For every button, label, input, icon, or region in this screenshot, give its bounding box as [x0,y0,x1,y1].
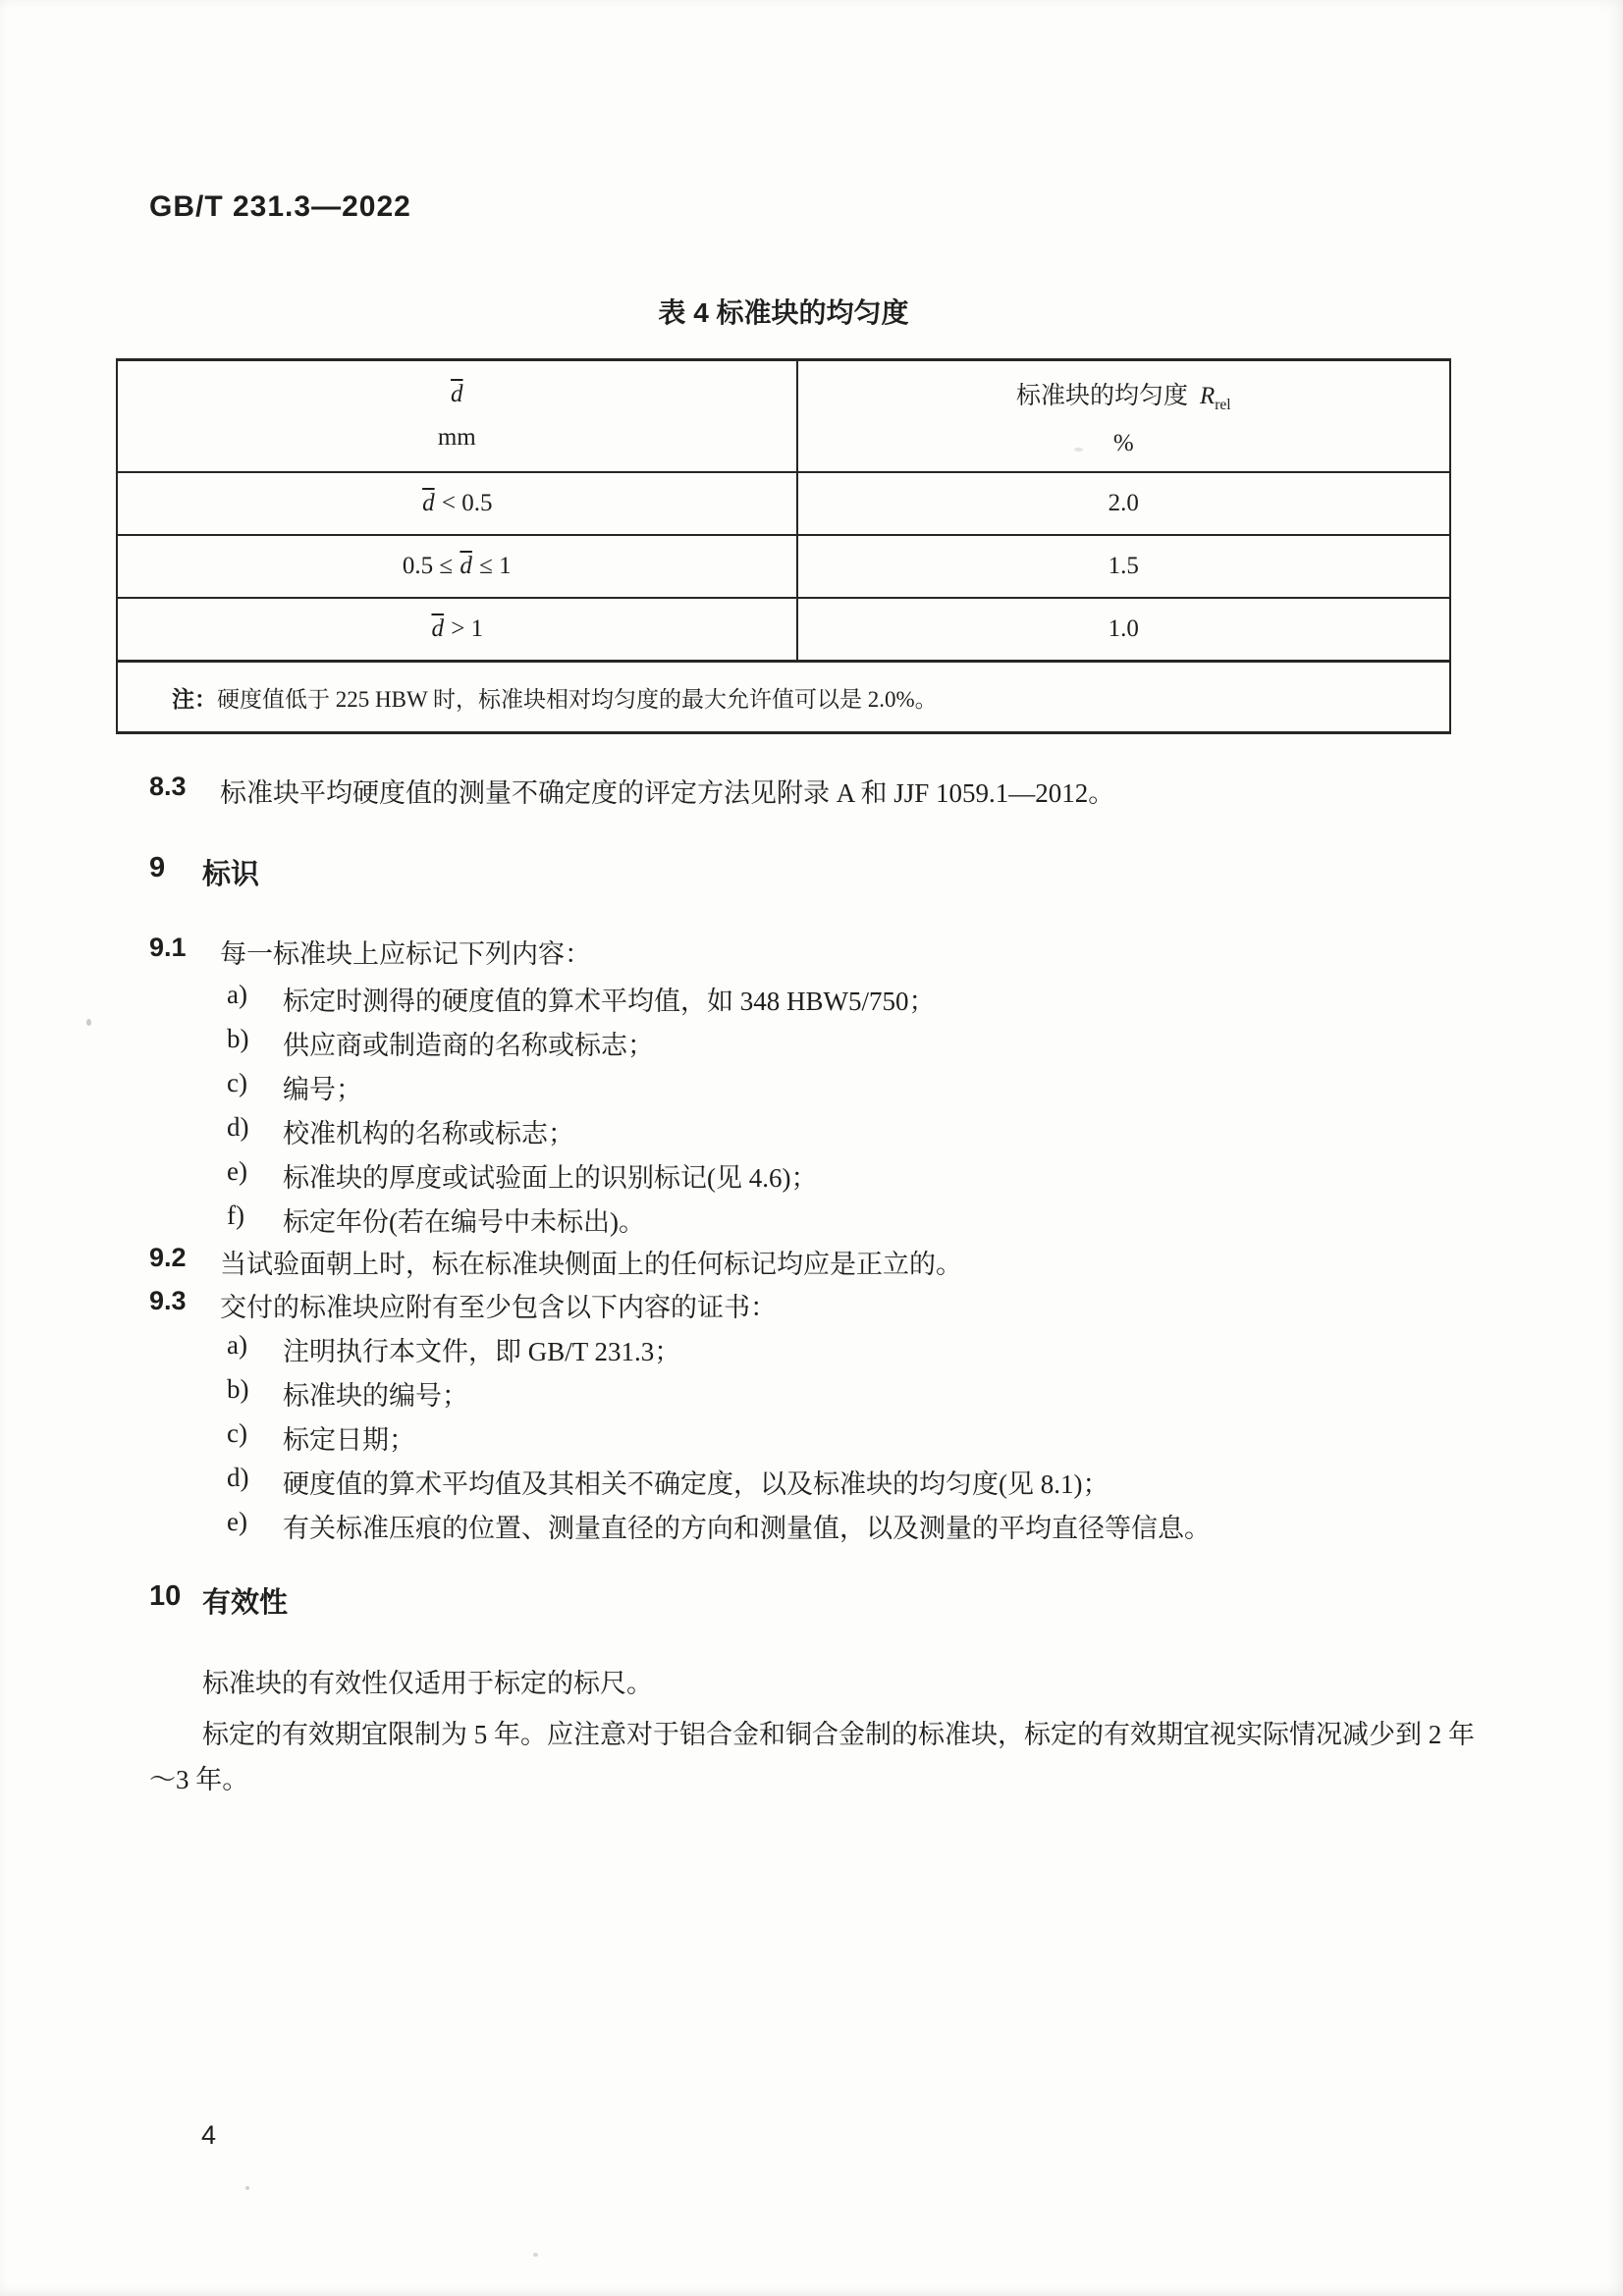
marking-item-c [227,1068,362,1106]
table-row [117,472,1450,535]
item-text: 标准块的厚度或试验面上的识别标记(见 4.6)； [283,1163,818,1193]
validity-paragraph-1: 标准块的有效性仅适用于标定的标尺。 [202,1669,653,1698]
certificate-item-c [227,1418,415,1457]
condition-cell: $\overline{d} > 1$ [117,598,797,662]
clause-9-1 [149,933,591,971]
d-unit: mm [437,424,476,451]
certificate-item-a [227,1330,680,1368]
item-text: 硬度值的算术平均值及其相关不确定度，以及标准块的均匀度(见 8.1)； [283,1469,1109,1499]
clause-text: 当试验面朝上时，标在标准块侧面上的任何标记均应是正立的。 [220,1250,962,1279]
r-rel-symbol: R [1199,382,1216,409]
item-text: 标定年份(若在编号中未标出)。 [283,1207,645,1237]
table-row [117,598,1450,662]
d-bar-symbol: $\overline{d}$ [422,490,435,516]
item-text: 有关标准压痕的位置、测量直径的方向和测量值，以及测量的平均直径等信息。 [283,1514,1211,1543]
table-note [117,662,1450,733]
uniformity-header-line [1016,376,1231,414]
item-label: e) [227,1156,247,1186]
value-cell: 2.0 [797,472,1450,535]
page-number: 4 [201,2120,217,2150]
clause-number: 9.2 [149,1243,187,1272]
section-number: 9 [149,852,166,883]
item-text: 标定时测得的硬度值的算术平均值，如 348 HBW5/750； [283,987,936,1016]
d-bar-symbol: $\overline{d}$ [451,381,463,407]
condition-cell: $\overline{d} < 0.5$ [117,472,797,535]
item-text: 校准机构的名称或标志； [283,1119,574,1148]
table-note-row [117,662,1450,733]
marking-item-a [227,980,936,1018]
item-label: e) [227,1507,247,1536]
d-bar-symbol: $\overline{d}$ [431,615,444,642]
note-text: 硬度值低于 225 HBW 时，标准块相对均匀度的最大允许值可以是 2.0%。 [217,686,938,712]
item-label: c) [227,1068,247,1097]
scan-speck [1074,448,1083,452]
uniformity-table [116,358,1451,734]
clause-text: 标准块平均硬度值的测量不确定度的评定方法见附录 A 和 JJF 1059.1—2012。 [220,778,1115,808]
certificate-item-b [227,1374,468,1413]
item-label: d) [227,1112,249,1142]
table-row [117,535,1450,598]
item-text: 标准块的编号； [283,1381,468,1411]
certificate-item-d [227,1463,1109,1501]
marking-item-f [227,1201,645,1239]
table-header-uniformity [797,360,1450,473]
marking-item-d [227,1112,574,1150]
note-label: 注： [172,685,217,712]
table-title: 表 4 标准块的均匀度 [658,297,909,328]
table-header-d [117,360,797,473]
section-title: 标识 [202,859,260,890]
item-label: a) [227,980,247,1009]
condition-cell: $0.5 \le \overline{d} \le 1$ [117,535,797,598]
certificate-item-e [227,1507,1211,1545]
item-label: c) [227,1418,247,1448]
item-label: b) [227,1374,249,1404]
value-cell: 1.5 [797,535,1450,598]
item-text: 注明执行本文件，即 GB/T 231.3； [283,1337,681,1366]
clause-9-3 [149,1286,777,1324]
scan-speck [245,2186,249,2190]
r-rel-subscript: rel [1215,396,1231,413]
item-label: a) [227,1330,247,1360]
validity-paragraph-2: 标定的有效期宜限制为 5 年。应注意对于铝合金和铜合金制的标准块，标定的有效期宜视实际情况减少到 2 年～3 年。 [149,1720,1475,1794]
item-label: d) [227,1463,249,1492]
clause-text: 每一标准块上应标记下列内容： [220,939,591,969]
clause-text: 交付的标准块应附有至少包含以下内容的证书： [220,1293,777,1322]
marking-item-e [227,1156,817,1195]
doc-number: GB/T 231.3—2022 [149,190,411,223]
section-title: 有效性 [202,1587,289,1619]
value-cell: 1.0 [797,598,1450,662]
item-text: 标定日期； [283,1425,415,1455]
section-number: 10 [149,1580,182,1612]
clause-8-3 [149,772,1114,810]
item-text: 编号； [283,1075,362,1104]
clause-number: 9.1 [149,933,187,962]
uniformity-label: 标准块的均匀度 [1015,382,1188,409]
percent-unit: % [1112,429,1134,456]
section-9-heading [149,852,259,892]
marking-item-b [227,1024,654,1062]
clause-9-2 [149,1243,962,1281]
table-header-row [117,360,1450,473]
item-label: f) [227,1201,244,1230]
item-label: b) [227,1024,249,1053]
clause-number: 9.3 [149,1286,187,1315]
scan-speck [86,1019,91,1026]
item-text: 供应商或制造商的名称或标志； [283,1031,654,1060]
scan-speck [533,2253,538,2257]
d-bar-symbol: $\overline{d}$ [460,553,472,579]
section-10-heading [149,1580,288,1621]
clause-number: 8.3 [149,772,187,801]
